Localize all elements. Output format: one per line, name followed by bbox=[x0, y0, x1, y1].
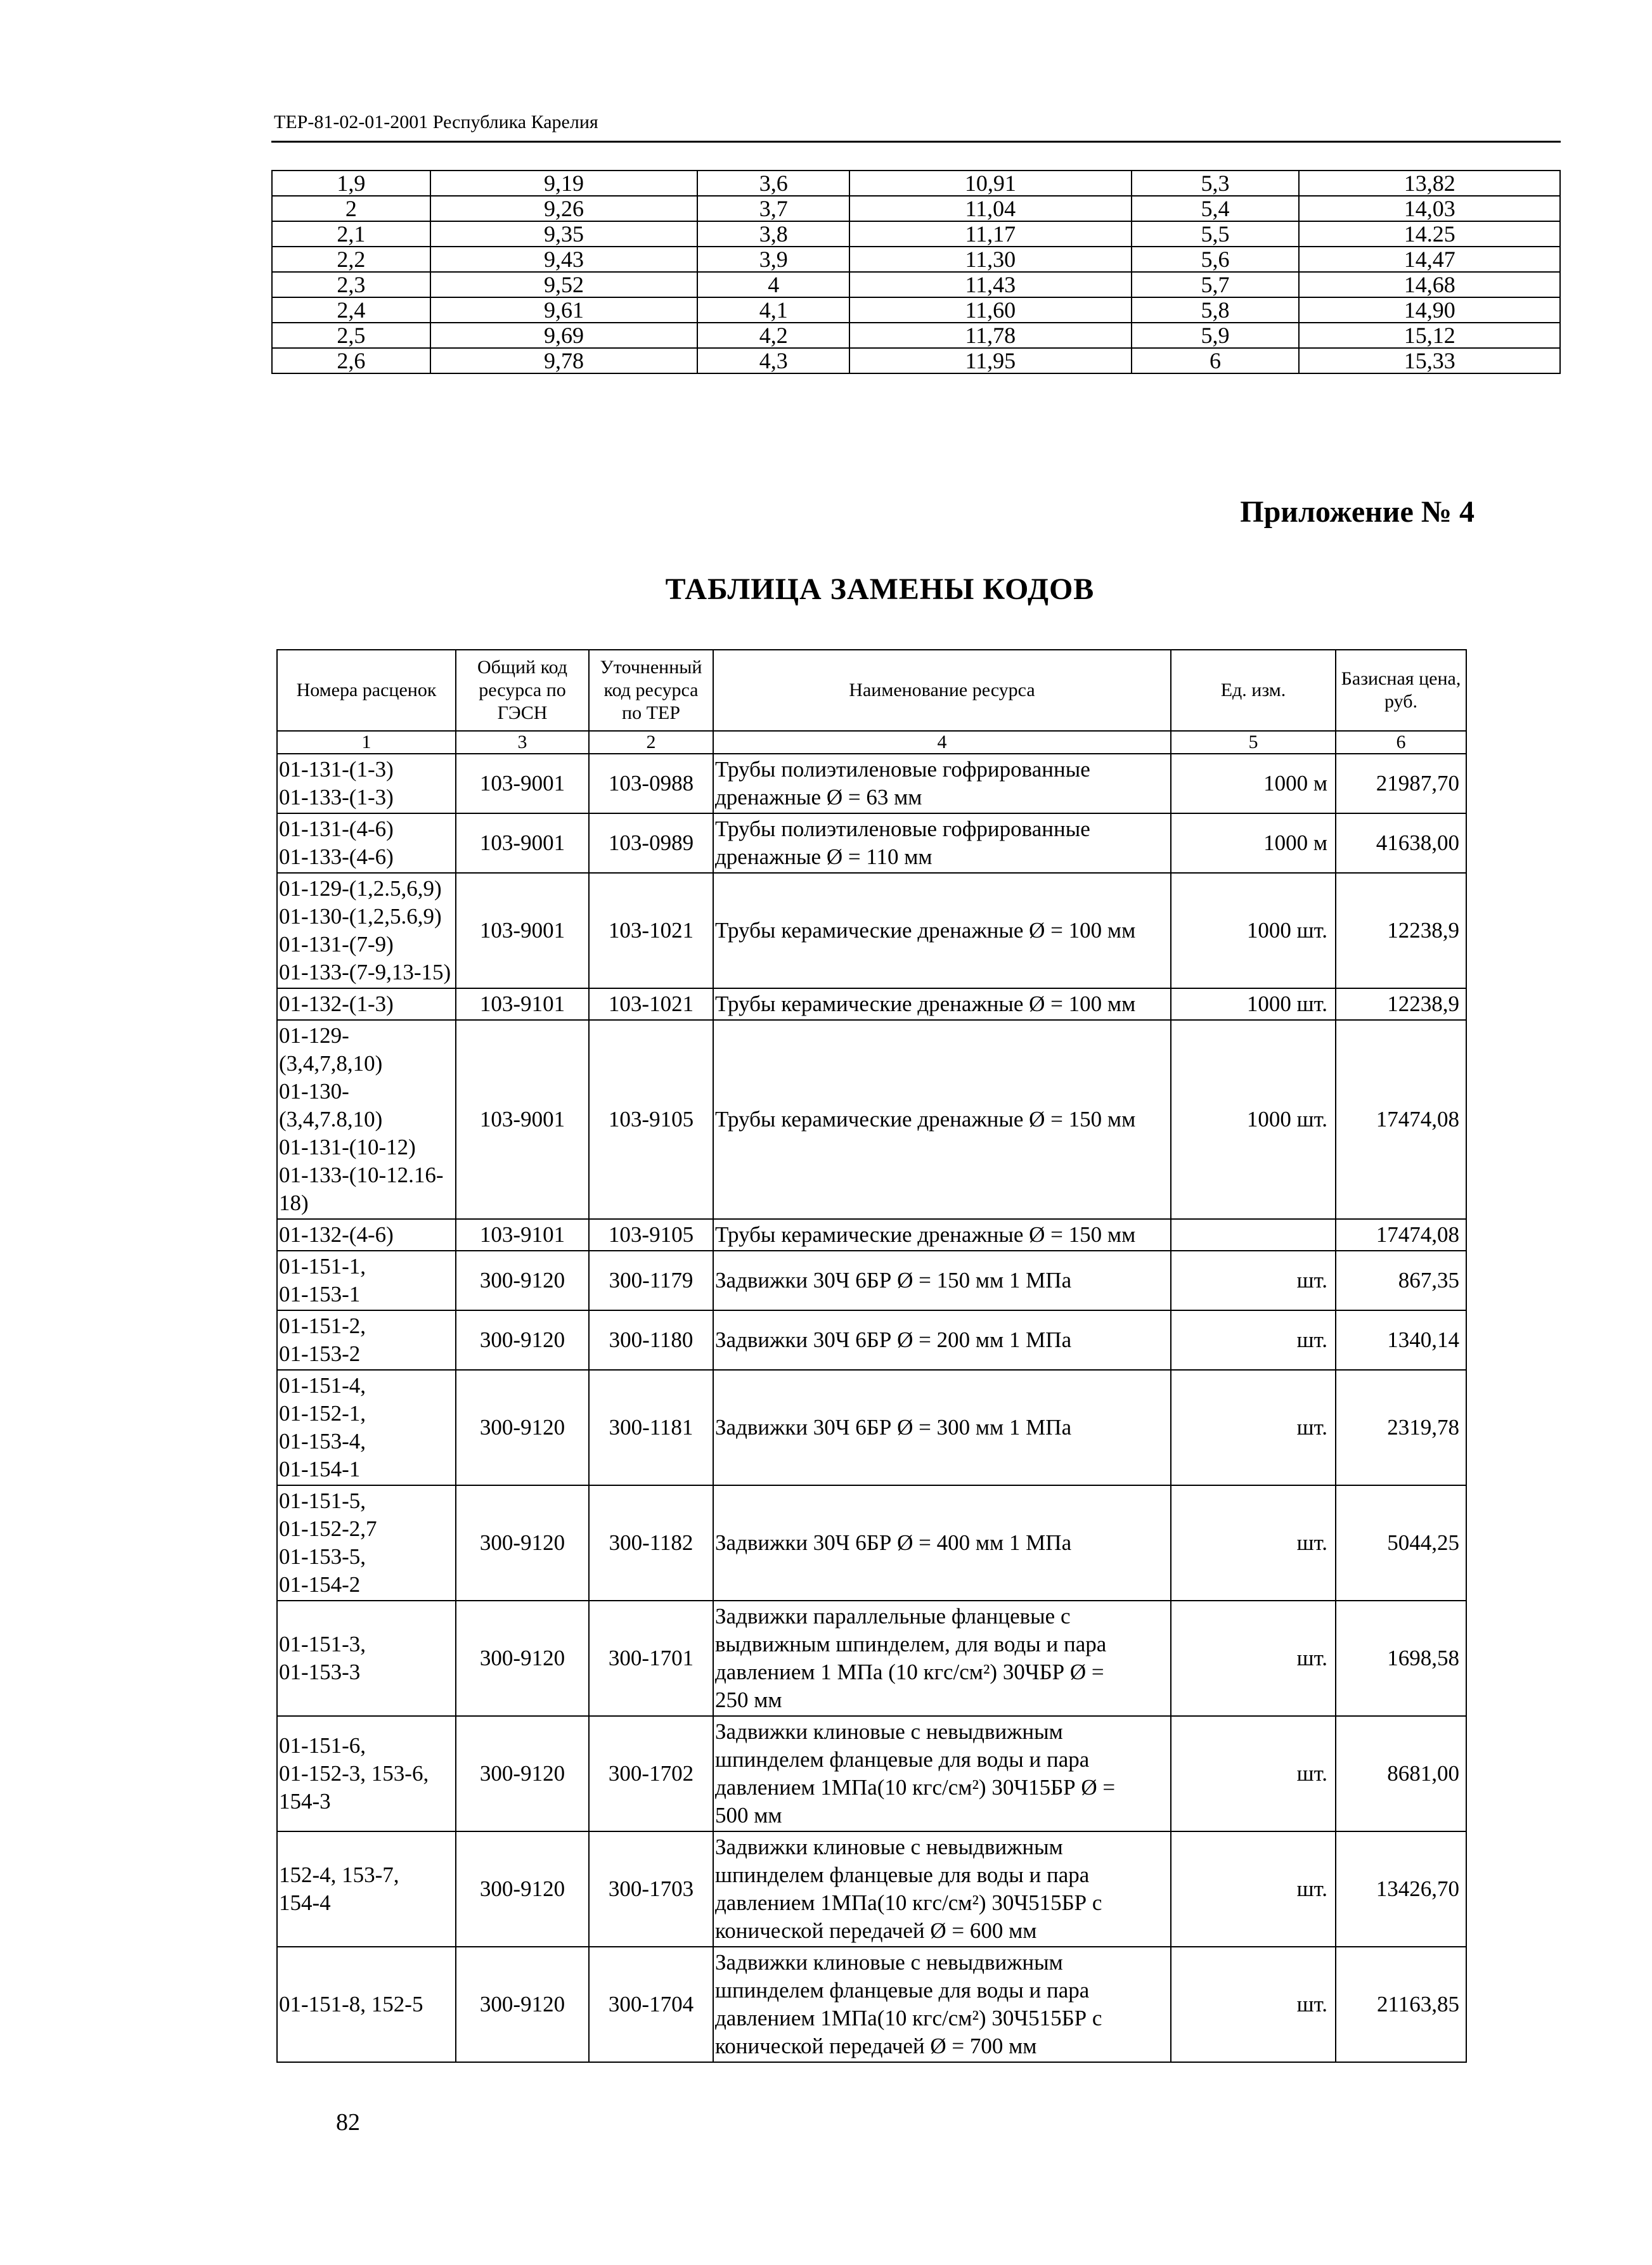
resource-name-line: 250 мм bbox=[715, 1687, 782, 1712]
table-cell: 10,91 bbox=[849, 171, 1132, 196]
table-cell: 9,61 bbox=[430, 297, 698, 323]
resource-name-cell bbox=[713, 988, 1171, 1020]
unit-cell: шт. bbox=[1171, 1485, 1336, 1601]
general-code-cell: 103-9001 bbox=[456, 754, 589, 813]
resource-name-line: шпинделем фланцевые для воды и пара bbox=[715, 1978, 1090, 2003]
resource-name-cell bbox=[713, 1310, 1171, 1370]
rate-numbers-cell bbox=[277, 1947, 456, 2062]
header-unit: Ед. изм. bbox=[1171, 650, 1336, 731]
table-cell: 11,78 bbox=[849, 323, 1132, 348]
table-cell: 11,43 bbox=[849, 272, 1132, 297]
unit-cell: шт. bbox=[1171, 1370, 1336, 1485]
rate-number: 01-151-8, 152-5 bbox=[279, 1992, 423, 2017]
general-code-cell: 300-9120 bbox=[456, 1947, 589, 2062]
table-cell: 15,33 bbox=[1299, 348, 1560, 373]
resource-name-line: шпинделем фланцевые для воды и пара bbox=[715, 1747, 1090, 1772]
general-code-cell: 300-9120 bbox=[456, 1251, 589, 1310]
table-cell: 3,6 bbox=[697, 171, 849, 196]
resource-name-cell bbox=[713, 1370, 1171, 1485]
rate-number: 01-131-(7-9) bbox=[279, 932, 394, 957]
table-row bbox=[277, 873, 1466, 988]
table-cell: 2,3 bbox=[272, 272, 430, 297]
rate-number: 01-129-(1,2.5,6,9) bbox=[279, 876, 442, 901]
refined-code-cell: 103-1021 bbox=[589, 988, 713, 1020]
base-price-cell: 12238,9 bbox=[1336, 873, 1466, 988]
rate-number: 01-152-3, 153-6, bbox=[279, 1761, 429, 1786]
general-code-cell: 300-9120 bbox=[456, 1601, 589, 1716]
table-row bbox=[272, 171, 1560, 196]
table-cell: 14.25 bbox=[1299, 221, 1560, 247]
rate-number: 01-153-5, bbox=[279, 1544, 366, 1569]
general-code-cell: 103-9001 bbox=[456, 873, 589, 988]
table-cell: 2,6 bbox=[272, 348, 430, 373]
rate-number: 01-133-(7-9,13-15) bbox=[279, 960, 451, 984]
resource-name-line: давлением 1МПа(10 кгс/см²) 30Ч15БР Ø = bbox=[715, 1775, 1116, 1800]
unit-cell: шт. bbox=[1171, 1251, 1336, 1310]
table-row bbox=[272, 323, 1560, 348]
table-cell: 9,43 bbox=[430, 247, 698, 272]
resource-name-line: Трубы керамические дренажные Ø = 100 мм bbox=[715, 991, 1136, 1016]
resource-name-line: выдвижным шпинделем, для воды и пара bbox=[715, 1632, 1107, 1656]
rate-number: 01-151-4, bbox=[279, 1373, 366, 1398]
refined-code-cell: 103-9105 bbox=[589, 1219, 713, 1251]
table-cell: 3,9 bbox=[697, 247, 849, 272]
resource-name-line: Задвижки клиновые с невыдвижным bbox=[715, 1950, 1063, 1975]
table-cell: 4,2 bbox=[697, 323, 849, 348]
unit-cell: шт. bbox=[1171, 1947, 1336, 2062]
table-row bbox=[277, 1310, 1466, 1370]
table-cell: 5,4 bbox=[1132, 196, 1300, 221]
refined-code-cell: 103-1021 bbox=[589, 873, 713, 988]
refined-code-cell: 300-1181 bbox=[589, 1370, 713, 1485]
table-row bbox=[277, 754, 1466, 813]
resource-name-cell bbox=[713, 1485, 1171, 1601]
table-cell: 11,60 bbox=[849, 297, 1132, 323]
table-row bbox=[272, 272, 1560, 297]
resource-name-line: шпинделем фланцевые для воды и пара bbox=[715, 1862, 1090, 1887]
general-code-cell: 300-9120 bbox=[456, 1716, 589, 1831]
page-number: 82 bbox=[336, 2109, 360, 2136]
table-cell: 2 bbox=[272, 196, 430, 221]
column-number: 3 bbox=[456, 731, 589, 754]
column-number: 1 bbox=[277, 731, 456, 754]
table-cell: 4,3 bbox=[697, 348, 849, 373]
rate-numbers-cell bbox=[277, 1219, 456, 1251]
rate-number: 01-133-(1-3) bbox=[279, 785, 394, 810]
rate-number: 01-154-1 bbox=[279, 1457, 361, 1481]
base-price-cell: 8681,00 bbox=[1336, 1716, 1466, 1831]
unit-cell: шт. bbox=[1171, 1310, 1336, 1370]
rate-number: 01-131-(10-12) bbox=[279, 1135, 416, 1159]
table-cell: 5,5 bbox=[1132, 221, 1300, 247]
table-cell: 9,78 bbox=[430, 348, 698, 373]
table-cell: 5,3 bbox=[1132, 171, 1300, 196]
refined-code-cell: 300-1702 bbox=[589, 1716, 713, 1831]
table-cell: 9,52 bbox=[430, 272, 698, 297]
continuation-table-body bbox=[272, 171, 1560, 373]
header-refined-code: Уточненный код ресурса по ТЕР bbox=[589, 650, 713, 731]
refined-code-cell: 300-1703 bbox=[589, 1831, 713, 1947]
base-price-cell: 867,35 bbox=[1336, 1251, 1466, 1310]
column-number: 4 bbox=[713, 731, 1171, 754]
resource-name-cell bbox=[713, 1020, 1171, 1219]
header-resource-name: Наименование ресурса bbox=[713, 650, 1171, 731]
code-replacement-table-body bbox=[277, 754, 1466, 2062]
general-code-cell: 103-9001 bbox=[456, 813, 589, 873]
table-cell: 2,5 bbox=[272, 323, 430, 348]
table-cell: 9,26 bbox=[430, 196, 698, 221]
resource-name-line: Трубы керамические дренажные Ø = 100 мм bbox=[715, 918, 1136, 943]
unit-cell: шт. bbox=[1171, 1716, 1336, 1831]
table-row bbox=[277, 1601, 1466, 1716]
resource-name-line: Задвижки 30Ч 6БР Ø = 300 мм 1 МПа bbox=[715, 1415, 1072, 1440]
table-row bbox=[272, 247, 1560, 272]
table-row bbox=[277, 1219, 1466, 1251]
table-cell: 4 bbox=[697, 272, 849, 297]
resource-name-cell bbox=[713, 1251, 1171, 1310]
table-cell: 14,90 bbox=[1299, 297, 1560, 323]
rate-number: 01-153-3 bbox=[279, 1660, 361, 1684]
rate-number: 01-151-3, bbox=[279, 1632, 366, 1656]
rate-number: 01-131-(4-6) bbox=[279, 816, 394, 841]
refined-code-cell: 300-1182 bbox=[589, 1485, 713, 1601]
refined-code-cell: 103-0988 bbox=[589, 754, 713, 813]
rate-number: 18) bbox=[279, 1191, 309, 1215]
unit-cell: 1000 м bbox=[1171, 754, 1336, 813]
header-rule bbox=[271, 141, 1561, 143]
resource-name-line: Задвижки 30Ч 6БР Ø = 150 мм 1 МПа bbox=[715, 1268, 1072, 1293]
base-price-cell: 13426,70 bbox=[1336, 1831, 1466, 1947]
rate-number: 01-130-(3,4,7.8,10) bbox=[279, 1079, 383, 1132]
resource-name-cell bbox=[713, 754, 1171, 813]
rate-numbers-cell bbox=[277, 1831, 456, 1947]
resource-name-line: конической передачей Ø = 600 мм bbox=[715, 1918, 1037, 1943]
rate-number: 01-133-(10-12.16- bbox=[279, 1163, 444, 1187]
table-row bbox=[277, 1020, 1466, 1219]
table-row bbox=[277, 1831, 1466, 1947]
base-price-cell: 21163,85 bbox=[1336, 1947, 1466, 2062]
table-cell: 14,47 bbox=[1299, 247, 1560, 272]
rate-numbers-cell bbox=[277, 1716, 456, 1831]
general-code-cell: 103-9101 bbox=[456, 988, 589, 1020]
table-row bbox=[277, 1716, 1466, 1831]
refined-code-cell: 300-1704 bbox=[589, 1947, 713, 2062]
rate-numbers-cell bbox=[277, 1485, 456, 1601]
table-cell: 2,4 bbox=[272, 297, 430, 323]
table-row bbox=[277, 1947, 1466, 2062]
rate-numbers-cell bbox=[277, 1370, 456, 1485]
rate-numbers-cell bbox=[277, 813, 456, 873]
rate-numbers-cell bbox=[277, 1020, 456, 1219]
base-price-cell: 5044,25 bbox=[1336, 1485, 1466, 1601]
unit-cell: шт. bbox=[1171, 1601, 1336, 1716]
header-base-price: Базисная цена, руб. bbox=[1336, 650, 1466, 731]
table-cell: 15,12 bbox=[1299, 323, 1560, 348]
header-row bbox=[277, 650, 1466, 731]
general-code-cell: 300-9120 bbox=[456, 1831, 589, 1947]
base-price-cell: 12238,9 bbox=[1336, 988, 1466, 1020]
refined-code-cell: 300-1179 bbox=[589, 1251, 713, 1310]
table-title: ТАБЛИЦА ЗАМЕНЫ КОДОВ bbox=[665, 572, 1095, 606]
resource-name-line: давлением 1 МПа (10 кгс/см²) 30ЧБР Ø = bbox=[715, 1660, 1104, 1684]
table-row bbox=[277, 1370, 1466, 1485]
rate-number: 01-153-2 bbox=[279, 1341, 361, 1366]
rate-number: 01-133-(4-6) bbox=[279, 844, 394, 869]
resource-name-line: Трубы керамические дренажные Ø = 150 мм bbox=[715, 1107, 1136, 1132]
table-cell: 11,95 bbox=[849, 348, 1132, 373]
column-number: 2 bbox=[589, 731, 713, 754]
column-number: 6 bbox=[1336, 731, 1466, 754]
table-cell: 1,9 bbox=[272, 171, 430, 196]
table-row bbox=[277, 813, 1466, 873]
rate-numbers-cell bbox=[277, 1251, 456, 1310]
general-code-cell: 300-9120 bbox=[456, 1485, 589, 1601]
table-cell: 14,03 bbox=[1299, 196, 1560, 221]
table-cell: 9,35 bbox=[430, 221, 698, 247]
resource-name-line: Трубы керамические дренажные Ø = 150 мм bbox=[715, 1222, 1136, 1247]
resource-name-cell bbox=[713, 1831, 1171, 1947]
base-price-cell: 41638,00 bbox=[1336, 813, 1466, 873]
rate-number: 01-154-2 bbox=[279, 1572, 361, 1597]
unit-cell: 1000 шт. bbox=[1171, 873, 1336, 988]
table-row bbox=[272, 196, 1560, 221]
table-row bbox=[277, 1251, 1466, 1310]
general-code-cell: 300-9120 bbox=[456, 1310, 589, 1370]
table-row bbox=[277, 1485, 1466, 1601]
table-cell: 14,68 bbox=[1299, 272, 1560, 297]
table-cell: 9,69 bbox=[430, 323, 698, 348]
resource-name-line: Трубы полиэтиленовые гофрированные bbox=[715, 816, 1090, 841]
unit-cell: 1000 шт. bbox=[1171, 988, 1336, 1020]
general-code-cell: 300-9120 bbox=[456, 1370, 589, 1485]
table-cell: 5,9 bbox=[1132, 323, 1300, 348]
rate-numbers-cell bbox=[277, 754, 456, 813]
running-header: ТЕР-81-02-01-2001 Республика Карелия bbox=[274, 112, 598, 132]
table-cell: 3,7 bbox=[697, 196, 849, 221]
rate-number: 01-132-(1-3) bbox=[279, 991, 394, 1016]
resource-name-line: дренажные Ø = 63 мм bbox=[715, 785, 922, 810]
resource-name-line: давлением 1МПа(10 кгс/см²) 30Ч515БР с bbox=[715, 2006, 1102, 2030]
base-price-cell: 1340,14 bbox=[1336, 1310, 1466, 1370]
resource-name-line: Задвижки клиновые с невыдвижным bbox=[715, 1835, 1063, 1859]
continuation-table bbox=[271, 170, 1561, 374]
rate-number: 01-129-(3,4,7,8,10) bbox=[279, 1023, 383, 1076]
table-cell: 2,2 bbox=[272, 247, 430, 272]
column-number-row bbox=[277, 731, 1466, 754]
refined-code-cell: 300-1701 bbox=[589, 1601, 713, 1716]
appendix-label: Приложение № 4 bbox=[1240, 495, 1475, 529]
table-cell: 13,82 bbox=[1299, 171, 1560, 196]
table-cell: 11,04 bbox=[849, 196, 1132, 221]
rate-number: 01-151-5, bbox=[279, 1488, 366, 1513]
resource-name-line: Задвижки 30Ч 6БР Ø = 200 мм 1 МПа bbox=[715, 1327, 1072, 1352]
resource-name-cell bbox=[713, 1601, 1171, 1716]
table-cell: 5,8 bbox=[1132, 297, 1300, 323]
unit-cell: шт. bbox=[1171, 1831, 1336, 1947]
resource-name-line: 500 мм bbox=[715, 1803, 782, 1828]
rate-number: 01-131-(1-3) bbox=[279, 757, 394, 782]
resource-name-cell bbox=[713, 1716, 1171, 1831]
rate-number: 01-151-1, bbox=[279, 1254, 366, 1279]
table-cell: 4,1 bbox=[697, 297, 849, 323]
refined-code-cell: 103-0989 bbox=[589, 813, 713, 873]
resource-name-line: давлением 1МПа(10 кгс/см²) 30Ч515БР с bbox=[715, 1890, 1102, 1915]
rate-number: 01-152-1, bbox=[279, 1401, 366, 1426]
resource-name-line: дренажные Ø = 110 мм bbox=[715, 844, 932, 869]
table-cell: 11,17 bbox=[849, 221, 1132, 247]
resource-name-cell bbox=[713, 1947, 1171, 2062]
table-cell: 6 bbox=[1132, 348, 1300, 373]
rate-number: 01-132-(4-6) bbox=[279, 1222, 394, 1247]
resource-name-cell bbox=[713, 813, 1171, 873]
resource-name-line: Задвижки клиновые с невыдвижным bbox=[715, 1719, 1063, 1744]
unit-cell: 1000 шт. bbox=[1171, 1020, 1336, 1219]
resource-name-line: конической передачей Ø = 700 мм bbox=[715, 2034, 1037, 2058]
header-general-code: Общий код ресурса по ГЭСН bbox=[456, 650, 589, 731]
table-row bbox=[277, 988, 1466, 1020]
resource-name-cell bbox=[713, 873, 1171, 988]
rate-numbers-cell bbox=[277, 1310, 456, 1370]
base-price-cell: 17474,08 bbox=[1336, 1020, 1466, 1219]
base-price-cell: 21987,70 bbox=[1336, 754, 1466, 813]
code-replacement-table bbox=[276, 649, 1467, 2063]
rate-number: 154-3 bbox=[279, 1789, 331, 1814]
table-row bbox=[272, 297, 1560, 323]
unit-cell bbox=[1171, 1219, 1336, 1251]
rate-numbers-cell bbox=[277, 988, 456, 1020]
general-code-cell: 103-9001 bbox=[456, 1020, 589, 1219]
table-row bbox=[272, 221, 1560, 247]
table-cell: 11,30 bbox=[849, 247, 1132, 272]
table-cell: 5,6 bbox=[1132, 247, 1300, 272]
rate-numbers-cell bbox=[277, 1601, 456, 1716]
rate-number: 01-130-(1,2,5.6,9) bbox=[279, 904, 442, 929]
table-cell: 5,7 bbox=[1132, 272, 1300, 297]
rate-number: 01-151-6, bbox=[279, 1733, 366, 1758]
unit-cell: 1000 м bbox=[1171, 813, 1336, 873]
refined-code-cell: 300-1180 bbox=[589, 1310, 713, 1370]
rate-number: 01-151-2, bbox=[279, 1313, 366, 1338]
resource-name-line: Задвижки 30Ч 6БР Ø = 400 мм 1 МПа bbox=[715, 1530, 1072, 1555]
resource-name-line: Задвижки параллельные фланцевые с bbox=[715, 1604, 1071, 1629]
header-numbers: Номера расценок bbox=[277, 650, 456, 731]
column-number: 5 bbox=[1171, 731, 1336, 754]
resource-name-line: Трубы полиэтиленовые гофрированные bbox=[715, 757, 1090, 782]
base-price-cell: 17474,08 bbox=[1336, 1219, 1466, 1251]
rate-number: 152-4, 153-7, bbox=[279, 1862, 399, 1887]
resource-name-cell bbox=[713, 1219, 1171, 1251]
rate-number: 01-152-2,7 bbox=[279, 1516, 377, 1541]
table-cell: 2,1 bbox=[272, 221, 430, 247]
table-cell: 3,8 bbox=[697, 221, 849, 247]
table-cell: 9,19 bbox=[430, 171, 698, 196]
refined-code-cell: 103-9105 bbox=[589, 1020, 713, 1219]
base-price-cell: 2319,78 bbox=[1336, 1370, 1466, 1485]
rate-number: 01-153-4, bbox=[279, 1429, 366, 1454]
base-price-cell: 1698,58 bbox=[1336, 1601, 1466, 1716]
general-code-cell: 103-9101 bbox=[456, 1219, 589, 1251]
rate-numbers-cell bbox=[277, 873, 456, 988]
rate-number: 154-4 bbox=[279, 1890, 331, 1915]
rate-number: 01-153-1 bbox=[279, 1282, 361, 1307]
table-row bbox=[272, 348, 1560, 373]
